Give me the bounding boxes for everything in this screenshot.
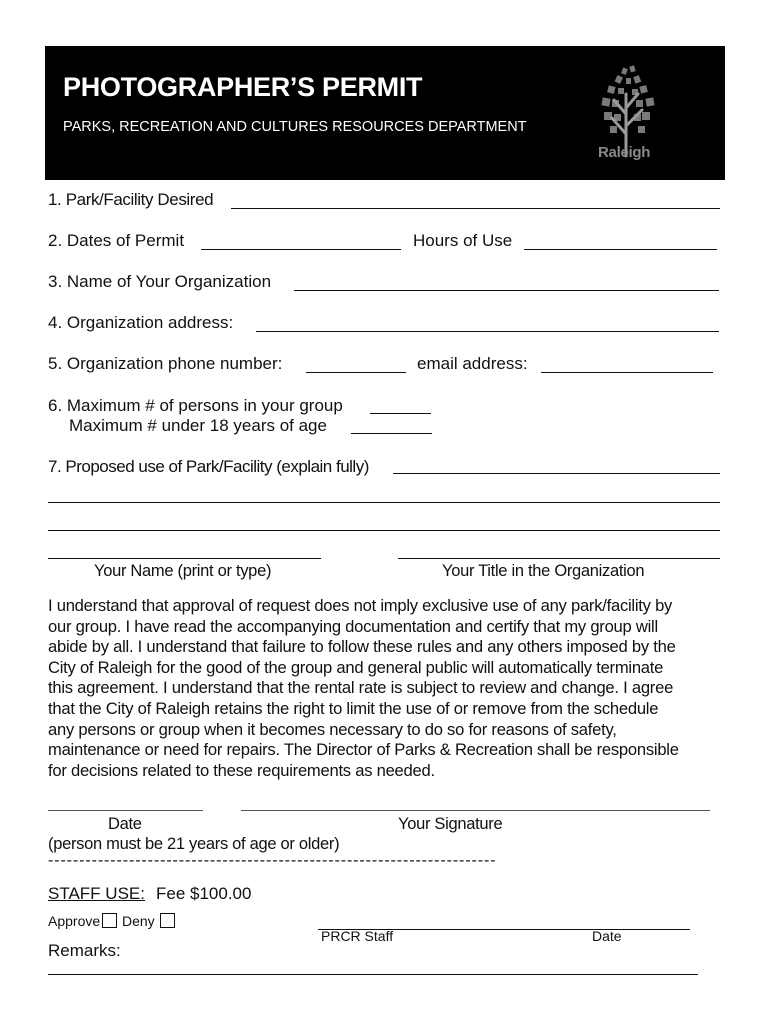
permit-header — [45, 46, 725, 180]
agreement-line: I understand that approval of request does not imply exclusive use of any park/facility by — [48, 596, 673, 615]
your-title-field[interactable] — [398, 558, 720, 559]
prcr-staff-caption: PRCR Staff — [321, 928, 394, 944]
agreement-line: that the City of Raleigh retains the right to limit the use of or remove from the schedule — [48, 698, 659, 718]
organization-address-field[interactable] — [256, 331, 719, 332]
fee-label: Fee $100.00 — [156, 884, 252, 903]
dates-of-permit-field[interactable] — [201, 249, 401, 250]
signature-field[interactable] — [241, 810, 710, 811]
agreement-line: any persons or group when it becomes necessary to do so for reasons of safety, — [48, 719, 617, 739]
park-facility-field[interactable] — [231, 208, 720, 209]
age-note: (person must be 21 years of age or older) — [48, 835, 340, 853]
approve-label: Approve — [48, 913, 101, 929]
proposed-use-label: 7. Proposed use of Park/Facility (explain fully) — [48, 457, 369, 476]
max-under-18-label: Maximum # under 18 years of age — [69, 416, 327, 435]
agreement-line: for decisions related to these requirements as needed. — [48, 760, 435, 780]
max-under-18-field[interactable] — [351, 433, 432, 434]
deny-option — [122, 913, 175, 929]
proposed-use-field-1[interactable] — [393, 473, 720, 474]
hours-of-use-field[interactable] — [524, 249, 717, 250]
email-address-field[interactable] — [541, 372, 713, 373]
staff-use-label: STAFF USE: — [48, 884, 145, 903]
organization-name-label: 3. Name of Your Organization — [48, 272, 272, 291]
proposed-use-field-3[interactable] — [48, 530, 720, 531]
organization-address-label: 4. Organization address: — [48, 313, 234, 332]
agreement-line: this agreement. I understand that the rental rate is subject to review and change. I agree — [48, 678, 674, 698]
remarks-field[interactable] — [48, 974, 698, 975]
proposed-use-field-2[interactable] — [48, 502, 720, 503]
department-subtitle: PARKS, RECREATION AND CULTURES RESOURCES DEPARTMENT — [63, 119, 527, 135]
your-name-caption: Your Name (print or type) — [94, 562, 272, 580]
email-address-label: email address: — [417, 354, 528, 373]
organization-phone-field[interactable] — [306, 372, 406, 373]
approve-option — [48, 913, 117, 929]
date-caption: Date — [108, 815, 142, 833]
dates-of-permit-label: 2. Dates of Permit — [48, 231, 185, 250]
deny-label: Deny — [122, 913, 155, 929]
max-persons-label: 6. Maximum # of persons in your group — [48, 396, 343, 415]
agreement-line: City of Raleigh for the good of the group and general public will automatically terminate — [48, 657, 664, 677]
max-persons-field[interactable] — [370, 413, 431, 414]
agreement-line: abide by all. I understand that failure to follow these rules and any others imposed by the — [48, 637, 676, 657]
signature-caption: Your Signature — [398, 815, 503, 833]
organization-name-field[interactable] — [294, 290, 719, 291]
agreement-paragraph — [48, 596, 738, 781]
park-facility-label: 1. Park/Facility Desired — [48, 190, 214, 209]
agreement-line: our group. I have read the accompanying documentation and certify that my group will — [48, 616, 658, 636]
organization-phone-label: 5. Organization phone number: — [48, 354, 283, 373]
deny-checkbox[interactable] — [160, 913, 175, 928]
approve-checkbox[interactable] — [102, 913, 117, 928]
agreement-line: maintenance or need for repairs. The Director of Parks & Recreation shall be responsible — [48, 740, 679, 760]
page-title: PHOTOGRAPHER’S PERMIT — [63, 72, 423, 102]
hours-of-use-label: Hours of Use — [413, 231, 513, 250]
date-field[interactable] — [48, 810, 203, 811]
your-name-field[interactable] — [48, 558, 321, 559]
your-title-caption: Your Title in the Organization — [442, 562, 645, 580]
raleigh-logo-text: Raleigh — [598, 144, 651, 161]
remarks-label: Remarks: — [48, 941, 121, 960]
cut-line-separator: ------------------------------------------------------------------------ — [48, 852, 497, 869]
staff-date-caption: Date — [592, 928, 622, 944]
